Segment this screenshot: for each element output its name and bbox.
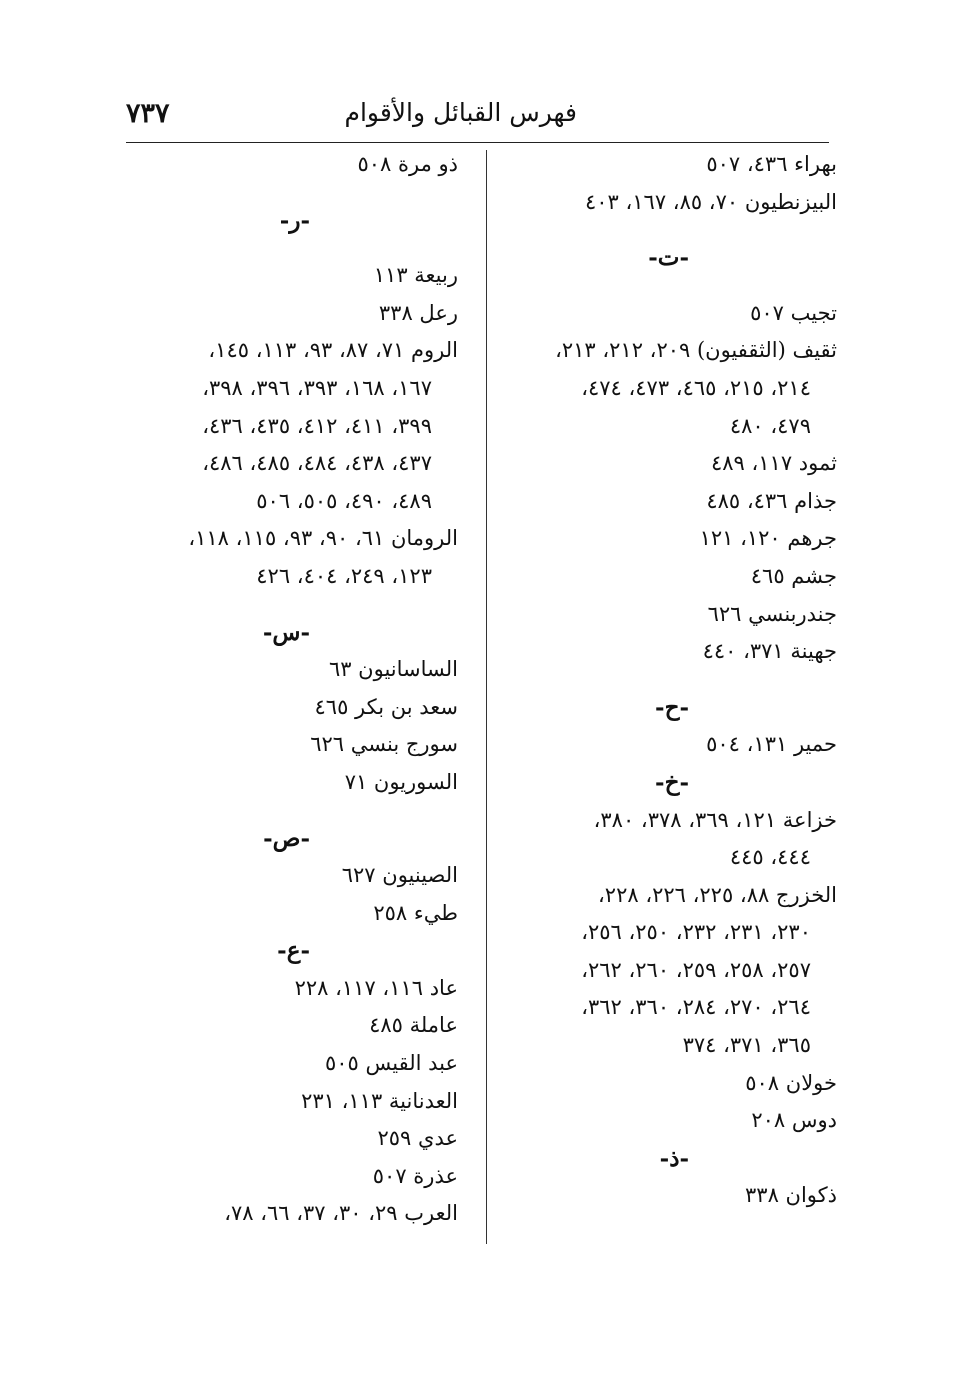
index-entry-continuation: ٢٥٧، ٢٥٨، ٢٥٩، ٢٦٠، ٢٦٢، <box>581 957 811 982</box>
index-entry-continuation: ٢١٤، ٢١٥، ٤٦٥، ٤٧٣، ٤٧٤، <box>581 375 811 400</box>
index-entry: الصينيون ٦٢٧ <box>341 863 458 888</box>
index-entry: عاملة ٤٨٥ <box>369 1013 458 1038</box>
index-entry: جشم ٤٦٥ <box>750 563 837 588</box>
index-entry: جندربنسي ٦٢٦ <box>707 601 837 626</box>
index-column-right <box>499 146 837 1215</box>
index-entry: جهينة ٣٧١، ٤٤٠ <box>702 639 837 664</box>
index-section-letter: -س- <box>262 618 310 646</box>
index-entry: دوس ٢٠٨ <box>751 1108 837 1133</box>
index-entry: ربيعة ١١٣ <box>373 263 458 288</box>
index-entry: الساسانيون ٦٣ <box>328 657 458 682</box>
index-entry: سورج بنسي ٦٢٦ <box>310 732 458 757</box>
index-entry-continuation: ١٦٧، ١٦٨، ٣٩٣، ٣٩٦، ٣٩٨، <box>202 375 432 400</box>
index-entry: الرومان ٦١، ٩٠، ٩٣، ١١٥، ١١٨، <box>188 526 458 551</box>
index-entry: عاد ١١٦، ١١٧، ٢٢٨ <box>294 975 458 1000</box>
index-entry: ذو مرة ٥٠٨ <box>357 152 458 176</box>
index-entry: ثقيف (الثقفيون) ٢٠٩، ٢١٢، ٢١٣، <box>555 338 837 363</box>
index-entry: الروم ٧١، ٨٧، ٩٣، ١١٣، ١٤٥، <box>208 338 458 363</box>
index-section-letter: -ذ- <box>659 1144 689 1172</box>
index-section-letter: -ص- <box>263 824 310 852</box>
index-section-letter: -ح- <box>655 693 689 721</box>
index-entry: عبد القيس ٥٠٥ <box>324 1051 458 1076</box>
index-entry-continuation: ٤٤٤، ٤٤٥ <box>729 845 811 870</box>
spacer <box>499 671 837 689</box>
index-entry: ثمود ١١٧، ٤٨٩ <box>710 451 837 476</box>
page-number: ٧٣٧ <box>126 98 170 129</box>
spacer <box>122 596 458 614</box>
index-entry: طيء ٢٥٨ <box>373 900 458 925</box>
index-section-letter: -ع- <box>277 937 310 965</box>
page-title: فهرس القبائل والأقوام <box>344 98 577 127</box>
index-entry-continuation: ٣٦٥، ٣٧١، ٣٧٤ <box>682 1033 811 1058</box>
column-divider <box>486 150 487 1244</box>
spacer <box>122 239 458 257</box>
index-entry: تجيب ٥٠٧ <box>750 300 837 325</box>
index-entry-continuation: ٤٨٩، ٤٩٠، ٥٠٥، ٥٠٦ <box>256 488 432 513</box>
page-header <box>126 96 829 143</box>
index-entry: ذكوان ٣٣٨ <box>745 1183 837 1208</box>
index-section-letter: -ر- <box>279 206 310 234</box>
index-section-letter: -ت- <box>648 244 689 272</box>
index-section-letter: -خ- <box>655 768 689 796</box>
index-entry: رعل ٣٣٨ <box>378 300 458 325</box>
index-entry: جرهم ١٢٠، ١٢١ <box>699 526 837 551</box>
index-entry: الخزرج ٨٨، ٢٢٥، ٢٢٦، ٢٢٨، <box>598 882 837 907</box>
spacer <box>122 184 458 202</box>
index-entry: العدنانية ١١٣، ٢٣١ <box>301 1088 458 1113</box>
index-entry: سعد بن بكر ٤٦٥ <box>314 694 458 719</box>
spacer <box>499 221 837 239</box>
index-entry-continuation: ٢٣٠، ٢٣١، ٢٣٢، ٢٥٠، ٢٥٦، <box>581 920 811 945</box>
index-entry: العرب ٢٩، ٣٠، ٣٧، ٦٦، ٧٨، <box>224 1201 458 1226</box>
index-column-left <box>122 146 458 1233</box>
index-entry: خولان ٥٠٨ <box>745 1070 837 1095</box>
index-entry: السوريون ٧١ <box>344 769 458 794</box>
index-entry: عدي ٢٥٩ <box>377 1126 458 1151</box>
index-entry: عذرة ٥٠٧ <box>372 1163 458 1188</box>
index-entry: خزاعة ١٢١، ٣٦٩، ٣٧٨، ٣٨٠، <box>593 807 837 832</box>
index-entry-continuation: ٣٩٩، ٤١١، ٤١٢، ٤٣٥، ٤٣٦، <box>202 413 432 438</box>
index-entry-continuation: ٤٧٩، ٤٨٠ <box>729 413 811 438</box>
index-entry-continuation: ٤٣٧، ٤٣٨، ٤٨٤، ٤٨٥، ٤٨٦، <box>202 451 432 476</box>
index-entry: جذام ٤٣٦، ٤٨٥ <box>706 488 837 513</box>
spacer <box>499 277 837 295</box>
index-entry-continuation: ١٢٣، ٢٤٩، ٤٠٤، ٤٢٦ <box>256 563 432 588</box>
index-entry: حمير ١٣١، ٥٠٤ <box>706 732 837 757</box>
index-entry: بهراء ٤٣٦، ٥٠٧ <box>706 152 837 176</box>
index-entry-continuation: ٢٦٤، ٢٧٠، ٢٨٤، ٣٦٠، ٣٦٢، <box>581 995 811 1020</box>
index-entry: البيزنطيون ٧٠، ٨٥، ١٦٧، ٤٠٣ <box>584 189 837 214</box>
spacer <box>122 802 458 820</box>
